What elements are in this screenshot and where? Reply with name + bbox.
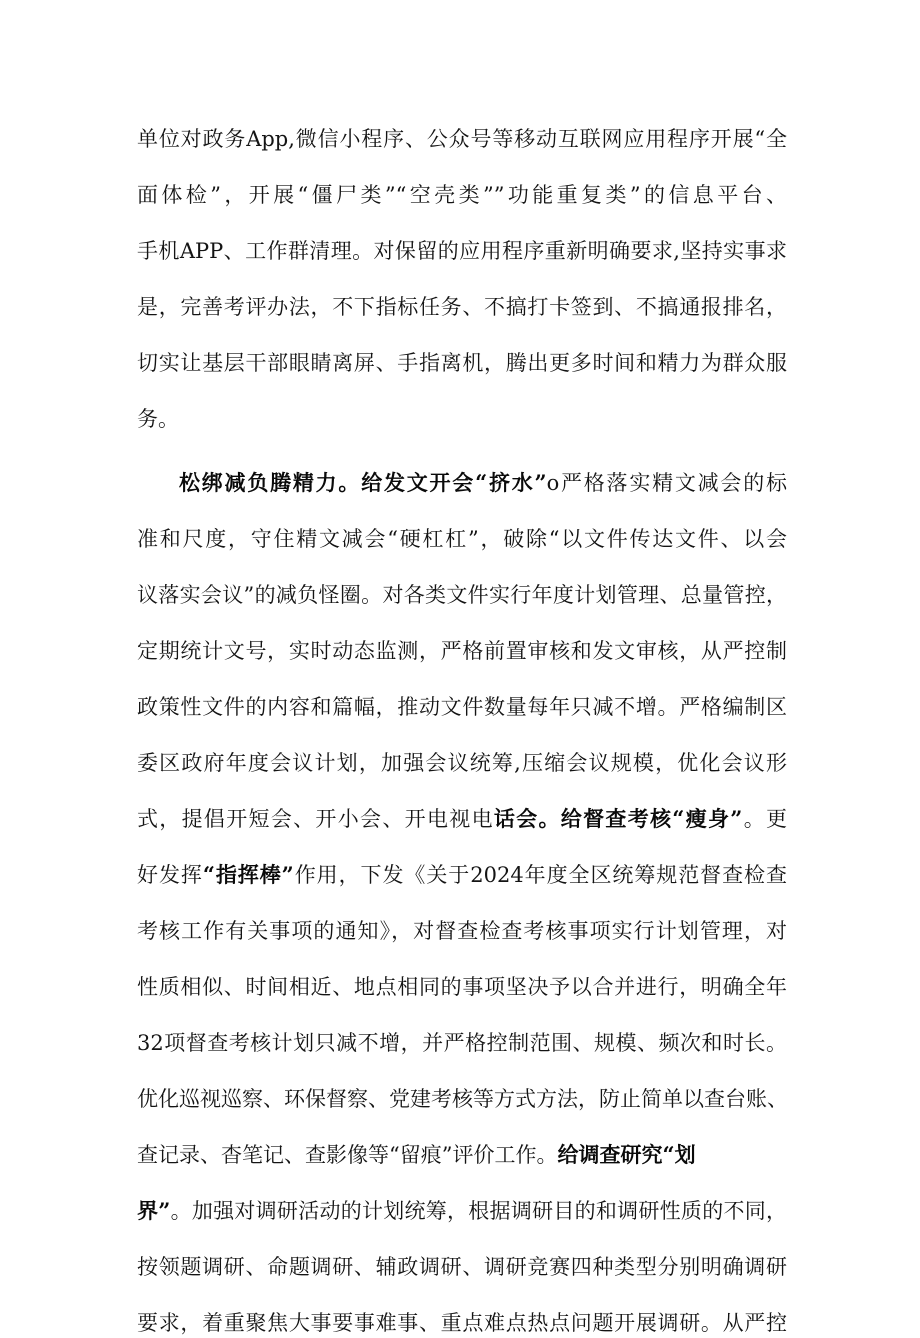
paragraph-2-line-13 (137, 1140, 696, 1170)
line-text: o严格落实精文减会的标 (546, 471, 787, 495)
paragraph-1-line-2: 面体检”，开展“僵尸类”“空壳类””功能重复类”的信息平台、 (137, 183, 787, 207)
paragraph-1-line-5: 切实让基层干部眼睛离屏、手指离机，腾出更多时间和精力为群众服 (137, 351, 787, 375)
paragraph-1-line-3: 手机APP、工作群清理。对保留的应用程序重新明确要求,坚持实事求 (137, 239, 787, 263)
paragraph-2-line-10: 性质相似、时间相近、地点相同的事项坚决予以合并进行，明确全年 (137, 975, 787, 999)
paragraph-2-line-16: 要求，着重聚焦大事要事难事、重点难点热点问题开展调研。从严控 (137, 1311, 787, 1335)
emphasis-text: “指挥棒” (202, 862, 294, 887)
line-text: 。加强对调研活动的计划统筹，根据调研目的和调研性质的不同， (170, 1199, 787, 1223)
paragraph-2-line-9: 考核工作有关事项的通知》，对督查检查考核事项实行计划管理，对 (137, 919, 787, 943)
paragraph-2-line-15: 按领题调研、命题调研、辅政调研、调研竞赛四种类型分别明确调研 (137, 1255, 787, 1279)
paragraph-1-line-4: 是，完善考评办法，不下指标任务、不搞打卡签到、不搞通报排名， (137, 295, 787, 319)
paragraph-2-line-7 (137, 804, 787, 834)
paragraph-2-line-8 (137, 860, 787, 890)
line-text: 查记录、杳笔记、查影像等“留痕”评价工作。 (137, 1143, 558, 1167)
line-text: 。更 (742, 807, 787, 831)
paragraph-2-line-4: 定期统计文号，实时动态监测，严格前置审核和发文审核，从严控制 (137, 639, 787, 663)
paragraph-2-line-5: 政策性文件的内容和篇幅，推动文件数量每年只减不增。严格编制区 (137, 695, 787, 719)
subsection-heading: 给调查研究“划 (557, 1142, 696, 1167)
subsection-heading: 话会。给督查考核“瘦身” (493, 806, 743, 831)
section-heading: 松绑减负腾精力。给发文开会“挤水” (179, 470, 547, 495)
paragraph-2-line-12: 优化巡视巡察、环保督察、党建考核等方式方法，防止简单以查台账、 (137, 1087, 788, 1111)
paragraph-2-line-6: 委区政府年度会议计划，加强会议统筹,压缩会议规模，优化会议形 (137, 751, 787, 775)
paragraph-1-line-6: 务。 (137, 407, 179, 431)
paragraph-2-line-14 (137, 1196, 787, 1226)
paragraph-2-line-11: 32项督查考核计划只减不增，并严格控制范围、规模、频次和时长。 (137, 1031, 787, 1055)
paragraph-2-line-1 (179, 468, 787, 498)
line-text: 式，提倡开短会、开小会、开电视电 (137, 807, 494, 831)
subsection-heading: 界” (137, 1198, 171, 1223)
paragraph-1-line-1: 单位对政务App,微信小程序、公众号等移动互联网应用程序开展“全 (137, 127, 787, 151)
paragraph-2-line-2: 准和尺度，守住精文减会“硬杠杠”，破除“以文件传达文件、以会 (137, 527, 787, 551)
line-text: 作用，下发《关于2024年度全区统筹规范督查检查 (293, 863, 787, 887)
line-text: 好发挥 (137, 863, 203, 887)
paragraph-2-line-3: 议落实会议”的减负怪圈。对各类文件实行年度计划管理、总量管控， (137, 583, 787, 607)
